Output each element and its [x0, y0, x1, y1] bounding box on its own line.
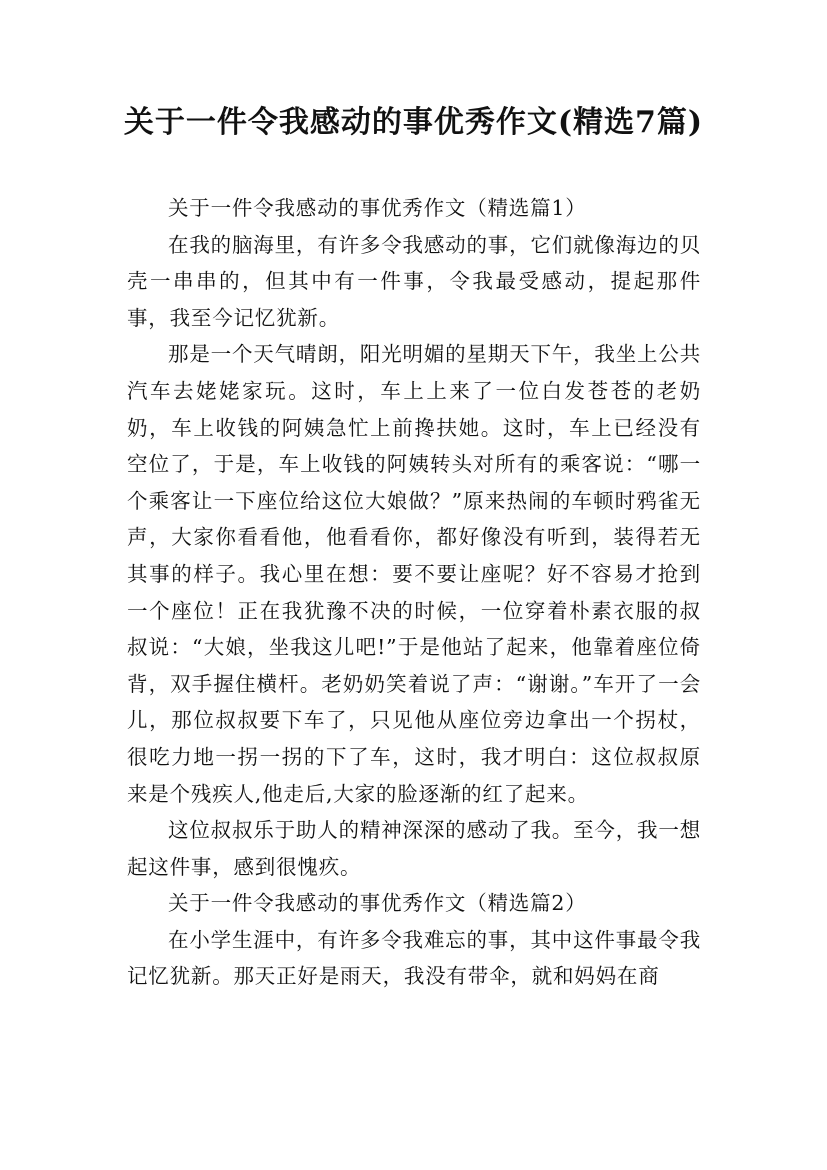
- section-heading-1: 关于一件令我感动的事优秀作文（精选篇1）: [168, 196, 587, 220]
- document-body: [127, 190, 701, 995]
- paragraph: 在小学生涯中，有许多令我难忘的事，其中这件事最令我记忆犹新。那天正好是雨天，我没有带伞，就和妈妈在商: [127, 927, 701, 989]
- section-heading-2: 关于一件令我感动的事优秀作文（精选篇2）: [168, 891, 587, 916]
- paragraph: 这位叔叔乐于助人的精神深深的感动了我。至今，我一想起这件事，感到很愧疚。: [127, 818, 701, 879]
- document-title: 关于一件令我感动的事优秀作文(精选7篇): [123, 105, 704, 140]
- paragraph: 在我的脑海里，有许多令我感动的事，它们就像海边的贝壳一串串的，但其中有一件事，令我最受感动，提起那件事，我至今记忆犹新。: [127, 232, 701, 330]
- paragraph: 那是一个天气晴朗，阳光明媚的星期天下午，我坐上公共汽车去姥姥家玩。这时，车上上来了一位白发苍苍的老奶奶，车上收钱的阿姨急忙上前搀扶她。这时，车上已经没有空位了，于是，车上收钱的阿姨转头对所有的乘客说：“哪一个乘客让一下座位给这位大娘做？”原来热闹的车顿时鸦雀无声，大家你看看他，他看看你，都好像没有听到，装得若无其事的样子。我心里在想：要不要让座呢？好不容易才抢到一个座位！正在我犹豫不决的时候，一位穿着朴素衣服的叔叔说：“大娘，坐我这儿吧!”于是他站了起来，他靠着座位倚背，双手握住横杆。老奶奶笑着说了声：“谢谢。”车开了一会儿，那位叔叔要下车了，只见他从座位旁边拿出一个拐杖，很吃力地一拐一拐的下了车，这时，我才明白：这位叔叔原来是个残疾人,他走后,大家的脸逐渐的红了起来。: [127, 342, 701, 806]
